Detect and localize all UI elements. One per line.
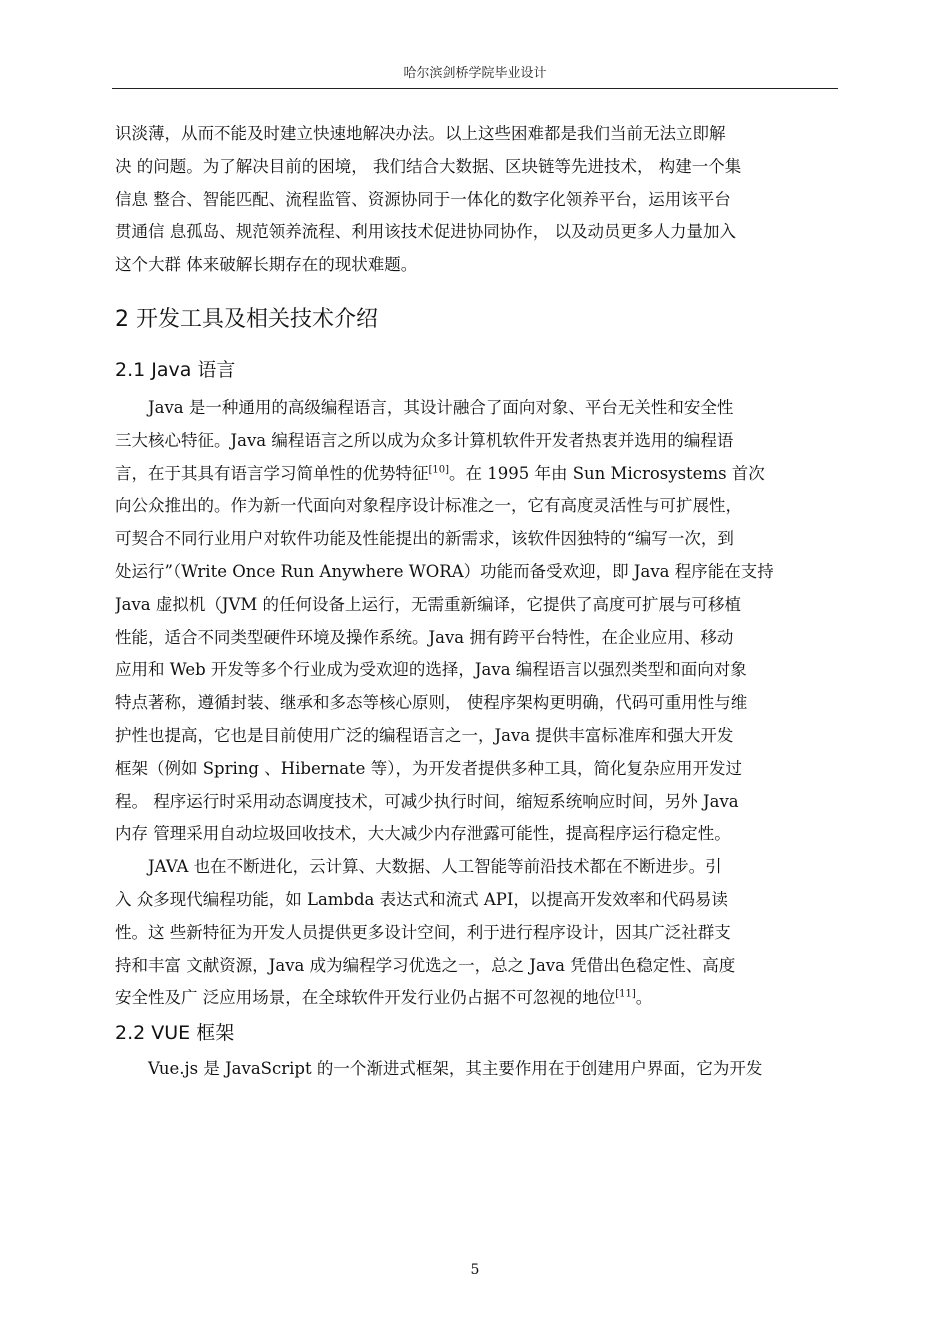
intro-line: 决 的问题。为了解决目前的困境， 我们结合大数据、区块链等先进技术， 构建一个集 [115, 156, 742, 176]
section-2-heading: 2 开发工具及相关技术介绍 [115, 306, 378, 332]
intro-line: 贯通信 息孤岛、规范领养流程、利用该技术促进协同协作， 以及动员更多人力量加入 [115, 222, 736, 242]
section-2-1-heading: 2.1 Java 语言 [115, 358, 236, 381]
page-header [112, 64, 838, 89]
paragraph-line: 三大核心特征。Java 编程语言之所以成为众多计算机软件开发者热衷并选用的编程语 [115, 430, 734, 450]
page-number: 5 [470, 1262, 480, 1278]
citation-ref-11: [11] [615, 988, 636, 1000]
paragraph-line: 持和丰富 文献资源，Java 成为编程学习优选之一，总之 Java 凭借出色稳定性、高度 [115, 955, 736, 975]
java-paragraph-2 [115, 851, 835, 1015]
paragraph-line: 护性也提高，它也是目前使用广泛的编程语言之一，Java 提供丰富标准库和强大开发 [115, 725, 734, 745]
paragraph-line [115, 458, 835, 491]
paragraph-line: 入 众多现代编程功能，如 Lambda 表达式和流式 API，以提高开发效率和代码易读 [115, 889, 728, 909]
intro-line: 识淡薄，从而不能及时建立快速地解决办法。以上这些困难都是我们当前无法立即解 [115, 124, 726, 143]
paragraph-line: 可契合不同行业用户对软件功能及性能提出的新需求，该软件因独特的“编写一次，到 [115, 529, 734, 549]
paragraph-line [115, 982, 835, 1015]
intro-line: 信息 整合、智能匹配、流程监管、资源协同于一体化的数字化领养平台，运用该平台 [115, 189, 731, 209]
paragraph-line: Java 是一种通用的高级编程语言，其设计融合了面向对象、平台无关性和安全性 [148, 397, 734, 417]
header-title: 哈尔滨剑桥学院毕业设计 [403, 66, 547, 81]
paragraph-line: Vue.js 是 JavaScript 的一个渐进式框架，其主要作用在于创建用户界面，它为开发 [148, 1059, 763, 1079]
paragraph-line: 程。 程序运行时采用动态调度技术，可减少执行时间，缩短系统响应时间，另外 Java [115, 791, 739, 811]
paragraph-line: 处运行”（Write Once Run Anywhere WORA）功能而备受欢迎，即 Java 程序能在支持 [115, 561, 774, 581]
intro-paragraph [115, 118, 835, 282]
paragraph-text: 。在 1995 年由 Sun Microsystems 首次 [449, 463, 765, 483]
paragraph-line: 框架（例如 Spring 、Hibernate 等），为开发者提供多种工具，简化复杂应用开发过 [115, 758, 742, 778]
paragraph-line: 性。这 些新特征为开发人员提供更多设计空间，利于进行程序设计，因其广泛社群支 [115, 922, 731, 942]
citation-ref-10: [10] [428, 464, 450, 476]
paragraph-text: 言，在于其具有语言学习简单性的优势特征 [115, 463, 429, 483]
paragraph-line: 性能，适合不同类型硬件环境及操作系统。Java 拥有跨平台特性，在企业应用、移动 [115, 627, 734, 647]
paragraph-text: 。 [635, 988, 653, 1008]
section-2-2-heading: 2.2 VUE 框架 [115, 1022, 235, 1045]
vue-paragraph-1 [115, 1053, 835, 1086]
document-body [115, 118, 835, 1086]
paragraph-line: 应用和 Web 开发等多个行业成为受欢迎的选择，Java 编程语言以强烈类型和面向对象 [115, 660, 747, 680]
paragraph-line: Java 虚拟机（JVM 的任何设备上运行，无需重新编译，它提供了高度可扩展与可移植 [115, 594, 742, 614]
paragraph-line: 向公众推出的。作为新一代面向对象程序设计标准之一，它有高度灵活性与可扩展性， [115, 496, 742, 516]
paragraph-line: 特点著称，遵循封装、继承和多态等核心原则， 使程序架构更明确，代码可重用性与维 [115, 693, 748, 713]
intro-line: 这个大群 体来破解长期存在的现状难题。 [115, 255, 418, 275]
paragraph-line: JAVA 也在不断进化，云计算、大数据、人工智能等前沿技术都在不断进步。引 [148, 857, 722, 877]
paragraph-text: 安全性及广 泛应用场景，在全球软件开发行业仍占据不可忽视的地位 [115, 988, 616, 1008]
java-paragraph-1 [115, 392, 835, 851]
paragraph-line: 内存 管理采用自动垃圾回收技术，大大减少内存泄露可能性，提高程序运行稳定性。 [115, 824, 731, 844]
